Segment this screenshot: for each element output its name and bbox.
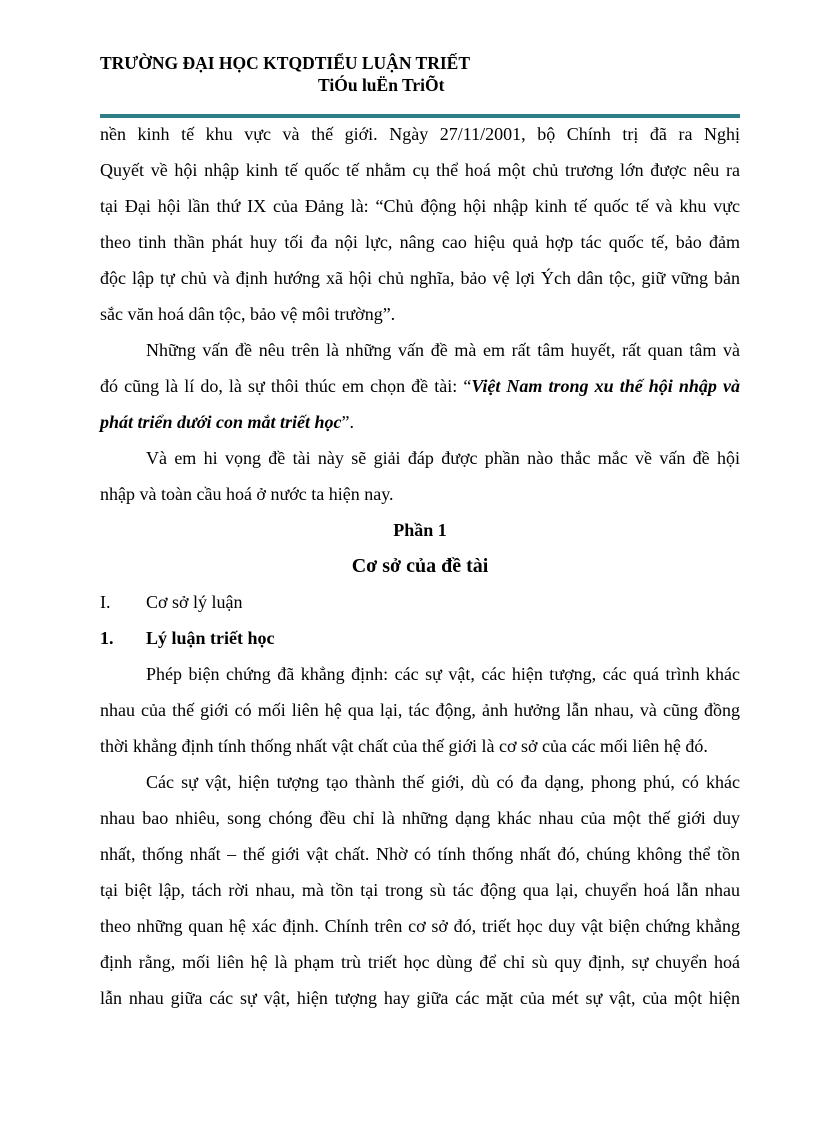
paragraph-line: lẫn nhau giữa các sự vật, hiện tượng hay giữa các mặt của mét sự vật, của một hiện xyxy=(100,988,740,1008)
paragraph-text: ”. xyxy=(341,412,354,432)
paragraph-line: thời khẳng định tính thống nhất vật chất của thế giới là cơ sở của các mối liên hệ đó. xyxy=(100,736,708,756)
page-header xyxy=(100,52,740,96)
paragraph-line: nhau bao nhiêu, song chóng đều chỉ là những dạng khác nhau của một thế giới duy xyxy=(100,808,740,828)
paragraph-line: sắc văn hoá dân tộc, bảo vệ môi trường”. xyxy=(100,304,396,324)
item-number: 1. xyxy=(100,628,114,648)
topic-title: Việt Nam trong xu thế hội nhập và xyxy=(471,376,740,396)
paragraph-line: Và em hi vọng đề tài này sẽ giải đáp được phần nào thắc mắc về vấn đề hội xyxy=(146,448,740,468)
paragraph-line xyxy=(100,368,740,404)
subsection-heading xyxy=(100,584,740,620)
part-heading: Phần 1 xyxy=(393,520,447,540)
item-label: Lý luận triết học xyxy=(146,628,275,648)
paragraph-line: định rằng, mối liên hệ là phạm trù triết học dùng để chỉ sù quy định, sự chuyển hoá xyxy=(100,952,740,972)
paragraph-line: độc lập tự chủ và định hướng xã hội chủ nghĩa, bảo vệ lợi Ých dân tộc, giữ vững bản xyxy=(100,268,740,288)
paragraph-line: theo tinh thần phát huy tối đa nội lực, nâng cao hiệu quả hợp tác quốc tế, bảo đảm xyxy=(100,232,740,252)
paragraph-line: Quyết về hội nhập kinh tế quốc tế nhằm cụ thể hoá một chủ trương lớn được nêu ra xyxy=(100,160,740,180)
header-subtitle: TiÓu luËn TriÕt xyxy=(318,75,445,95)
paragraph-line: Phép biện chứng đã khẳng định: các sự vật, các hiện tượng, các quá trình khác xyxy=(146,664,740,684)
subsection-number: I. xyxy=(100,592,111,612)
paragraph-line: nhất, thống nhất – thế giới vật chất. Nhờ có tính thống nhất đó, chúng không thể tồn xyxy=(100,844,740,864)
subsection-label: Cơ sở lý luận xyxy=(146,592,243,612)
paragraph-line: tại Đại hội lần thứ IX của Đảng là: “Chủ động hội nhập kinh tế quốc tế và khu vực xyxy=(100,196,740,216)
paragraph-text: đó cũng là lí do, là sự thôi thúc em chọn đề tài: “ xyxy=(100,376,472,396)
paragraph-line: theo những quan hệ xác định. Chính trên cơ sở đó, triết học duy vật biện chứng khẳng xyxy=(100,916,740,936)
paragraph-line: nhập và toàn cầu hoá ở nước ta hiện nay. xyxy=(100,484,394,504)
paragraph-line: nhau của thế giới có mối liên hệ qua lại, tác động, ảnh hưởng lẫn nhau, và cũng đồng xyxy=(100,700,740,720)
header-title: TRƯỜNG ĐẠI HỌC KTQDTIỂU LUẬN TRIẾT xyxy=(100,53,470,73)
paragraph-line: Những vấn đề nêu trên là những vấn đề mà em rất tâm huyết, rất quan tâm và xyxy=(146,340,740,360)
section-title: Cơ sở của đề tài xyxy=(351,555,489,577)
paragraph-line xyxy=(100,404,740,440)
topic-title: phát triển dưới con mắt triết học xyxy=(100,412,342,432)
paragraph-line: Các sự vật, hiện tượng tạo thành thế giới, dù có đa dạng, phong phú, có khác xyxy=(146,772,740,792)
paragraph-line: tại biệt lập, tách rời nhau, mà tồn tại trong sù tác động qua lại, chuyển hoá lẫn nhau xyxy=(100,880,740,900)
item-heading xyxy=(100,620,740,656)
document-body xyxy=(100,116,740,1016)
paragraph-line: nền kinh tế khu vực và thế giới. Ngày 27/11/2001, bộ Chính trị đã ra Nghị xyxy=(100,124,740,144)
